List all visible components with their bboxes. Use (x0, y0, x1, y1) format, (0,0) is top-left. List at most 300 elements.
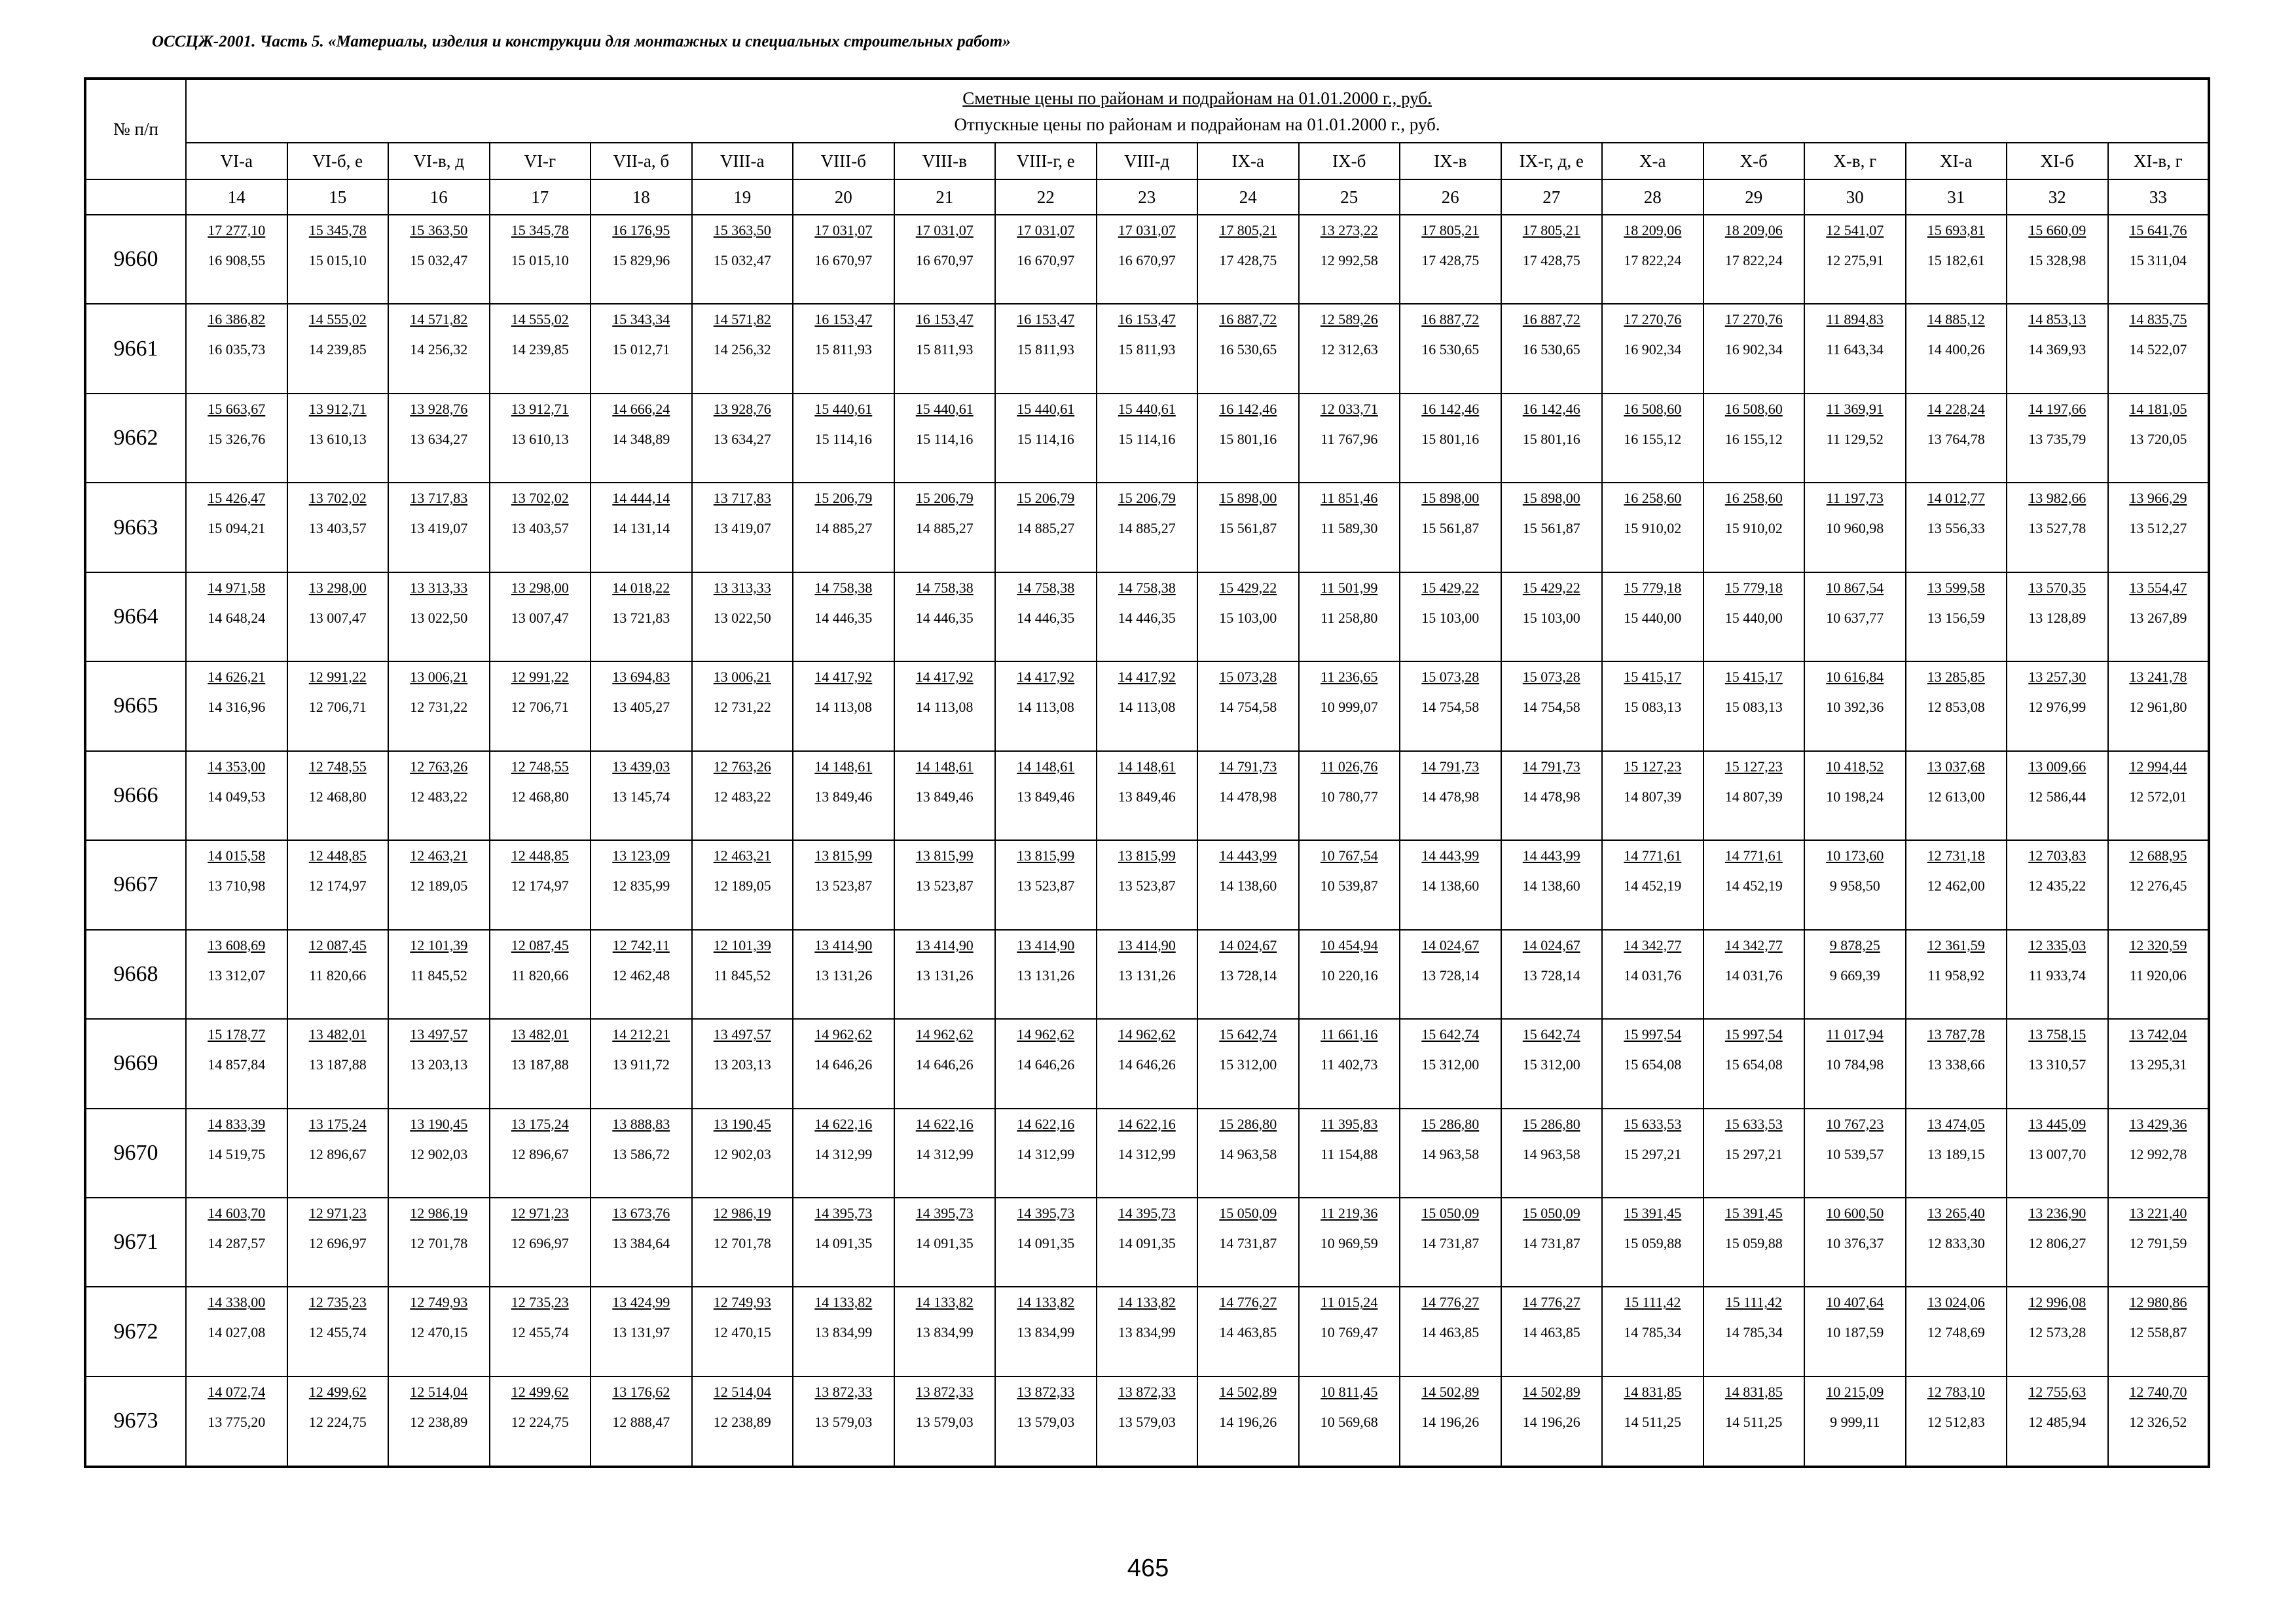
price-cell (1299, 394, 1400, 483)
release-price: 14 731,87 (1219, 1234, 1277, 1251)
price-cell (1097, 1198, 1198, 1287)
estimated-price: 12 763,26 (713, 758, 771, 775)
price-cell (1804, 215, 1906, 304)
release-price: 14 731,87 (1421, 1234, 1480, 1251)
price-cell (692, 661, 793, 750)
release-price: 14 963,58 (1219, 1145, 1277, 1162)
estimated-price: 12 463,21 (713, 847, 771, 864)
price-cell (1400, 1198, 1501, 1287)
estimated-price: 16 176,95 (612, 222, 670, 238)
price-cell (1400, 1376, 1501, 1467)
release-price: 13 403,57 (308, 520, 367, 537)
price-cell (591, 661, 692, 750)
estimated-price: 12 448,85 (511, 847, 569, 864)
estimated-price: 15 633,53 (1624, 1115, 1682, 1132)
release-price: 12 701,78 (713, 1234, 771, 1251)
estimated-price: 13 313,33 (713, 579, 771, 596)
estimated-price: 16 258,60 (1724, 490, 1783, 507)
estimated-price: 14 024,67 (1421, 936, 1480, 953)
price-cell (1097, 1019, 1198, 1108)
price-cell (287, 1109, 389, 1198)
release-price: 13 131,26 (1017, 967, 1075, 984)
estimated-price: 15 426,47 (208, 490, 266, 507)
release-price: 12 224,75 (308, 1413, 367, 1430)
estimated-price: 13 445,09 (2028, 1115, 2086, 1132)
price-cell (1602, 304, 1704, 393)
estimated-price: 14 758,38 (1118, 579, 1176, 596)
release-price: 12 853,08 (1927, 699, 1985, 716)
estimated-price: 15 206,79 (1017, 490, 1075, 507)
estimated-price: 12 986,19 (713, 1204, 771, 1221)
price-cell (186, 1109, 287, 1198)
estimated-price: 13 414,90 (1017, 936, 1075, 953)
row-number: 9667 (85, 840, 186, 929)
estimated-price: 15 660,09 (2028, 222, 2086, 238)
estimated-price: 14 776,27 (1522, 1294, 1580, 1311)
estimated-price: 17 805,21 (1421, 222, 1480, 238)
estimated-price: 13 175,24 (511, 1115, 569, 1132)
price-cell (793, 1019, 894, 1108)
price-cell (2108, 304, 2210, 393)
estimated-price: 10 454,94 (1320, 936, 1378, 953)
release-price: 14 113,08 (916, 699, 974, 716)
release-price: 12 833,30 (1927, 1234, 1985, 1251)
price-cell (1299, 661, 1400, 750)
price-cell (2007, 394, 2108, 483)
price-cell (1400, 304, 1501, 393)
release-price: 10 220,16 (1320, 967, 1378, 984)
estimated-price: 13 439,03 (612, 758, 670, 775)
price-cell (1197, 1198, 1299, 1287)
release-price: 13 523,87 (814, 877, 873, 895)
estimated-price: 17 270,76 (1724, 311, 1783, 328)
estimated-price: 14 148,61 (915, 758, 974, 775)
estimated-price: 14 626,21 (208, 669, 266, 686)
estimated-price: 13 482,01 (511, 1026, 569, 1043)
release-prices-caption: Отпускные цены по районам и подрайонам на 01.01.2000 г., руб. (954, 114, 1440, 134)
price-cell (1804, 1109, 1906, 1198)
estimated-price: 11 851,46 (1321, 490, 1378, 507)
estimated-price: 14 758,38 (915, 579, 974, 596)
release-price: 12 586,44 (2028, 788, 2086, 805)
estimated-price: 15 642,74 (1421, 1026, 1480, 1043)
price-cell (1400, 751, 1501, 840)
estimated-price: 12 748,55 (511, 758, 569, 775)
estimated-price: 13 717,83 (410, 490, 468, 507)
price-cell (692, 1019, 793, 1108)
release-price: 12 696,97 (308, 1234, 367, 1251)
release-price: 17 822,24 (1624, 252, 1682, 268)
price-cell (2007, 751, 2108, 840)
estimated-price: 13 273,22 (1320, 222, 1378, 238)
price-cell (1804, 930, 1906, 1019)
price-cell (186, 1198, 287, 1287)
release-price: 14 312,99 (915, 1145, 974, 1162)
price-cell (490, 930, 591, 1019)
release-price: 14 239,85 (511, 341, 569, 358)
release-price: 14 316,96 (208, 699, 266, 716)
price-cell (894, 304, 996, 393)
price-cell (2108, 1287, 2210, 1376)
price-cell (692, 215, 793, 304)
estimated-price: 16 153,47 (1017, 311, 1075, 328)
estimated-price: 14 555,02 (308, 311, 367, 328)
estimated-price: 15 050,09 (1421, 1204, 1480, 1221)
price-cell (490, 1019, 591, 1108)
release-price: 13 203,13 (713, 1056, 771, 1073)
price-cell (1299, 572, 1400, 661)
estimated-price: 16 153,47 (915, 311, 974, 328)
estimated-price: 14 771,61 (1724, 847, 1783, 864)
release-price: 15 311,04 (2129, 252, 2187, 268)
estimated-price: 12 748,55 (308, 758, 367, 775)
estimated-price: 13 424,99 (612, 1294, 670, 1311)
price-cell (1097, 215, 1198, 304)
release-price: 16 530,65 (1219, 341, 1277, 358)
price-cell (1400, 1109, 1501, 1198)
release-price: 16 670,97 (915, 252, 974, 268)
price-cell (1097, 1376, 1198, 1467)
price-cell (1602, 483, 1704, 572)
price-cell (1804, 483, 1906, 572)
estimated-price: 15 343,34 (612, 311, 670, 328)
price-cell (1400, 1287, 1501, 1376)
release-price: 17 428,75 (1219, 252, 1277, 268)
estimated-price: 15 440,61 (814, 400, 873, 417)
release-price: 13 527,78 (2028, 520, 2086, 537)
estimated-price: 15 286,80 (1421, 1115, 1480, 1132)
estimated-price: 13 241,78 (2129, 669, 2187, 686)
estimated-price: 14 417,92 (814, 669, 873, 686)
price-cell (287, 215, 389, 304)
table-row (85, 661, 2209, 750)
estimated-price: 13 717,83 (713, 490, 771, 507)
release-price: 13 728,14 (1421, 967, 1480, 984)
release-price: 15 094,21 (208, 520, 266, 537)
price-cell (1097, 840, 1198, 929)
estimated-price: 14 962,62 (1118, 1026, 1176, 1043)
estimated-price: 14 758,38 (1017, 579, 1075, 596)
release-price: 14 646,26 (1118, 1056, 1176, 1073)
release-price: 15 811,93 (1017, 341, 1074, 358)
estimated-price: 11 894,83 (1826, 311, 1884, 328)
price-cell (894, 930, 996, 1019)
price-cell (1197, 840, 1299, 929)
table-row (85, 751, 2209, 840)
release-price: 12 896,67 (308, 1145, 367, 1162)
release-price: 14 113,08 (1017, 699, 1074, 716)
estimated-price: 12 589,26 (1320, 311, 1378, 328)
price-cell (1906, 483, 2007, 572)
row-number: 9670 (85, 1109, 186, 1198)
price-cell (1704, 1376, 1805, 1467)
release-price: 14 807,39 (1624, 788, 1682, 805)
row-number: 9672 (85, 1287, 186, 1376)
release-price: 14 138,60 (1219, 877, 1277, 895)
release-price: 12 312,63 (1320, 341, 1378, 358)
release-price: 13 579,03 (814, 1413, 873, 1430)
estimated-price: 10 407,64 (1826, 1294, 1884, 1311)
price-cell (1704, 483, 1805, 572)
price-cell (591, 840, 692, 929)
release-price: 14 478,98 (1219, 788, 1277, 805)
price-cell (1197, 304, 1299, 393)
price-cell (287, 930, 389, 1019)
estimated-price: 13 429,36 (2129, 1115, 2187, 1132)
release-price: 13 145,74 (612, 788, 670, 805)
price-cell (490, 751, 591, 840)
release-price: 9 958,50 (1829, 877, 1880, 895)
release-price: 13 523,87 (1118, 877, 1176, 895)
estimated-price: 14 133,82 (814, 1294, 873, 1311)
estimated-price: 10 418,52 (1826, 758, 1884, 775)
column-number: 20 (793, 179, 894, 215)
price-cell (1804, 1198, 1906, 1287)
price-cell (490, 661, 591, 750)
release-price: 14 312,99 (1017, 1145, 1075, 1162)
price-cell (1400, 1019, 1501, 1108)
estimated-price: 13 872,33 (1118, 1383, 1176, 1400)
estimated-price: 15 997,54 (1724, 1026, 1783, 1043)
estimated-price: 14 853,13 (2028, 311, 2086, 328)
price-cell (1097, 661, 1198, 750)
estimated-price: 15 440,61 (1017, 400, 1075, 417)
price-cell (1097, 751, 1198, 840)
price-cell (793, 930, 894, 1019)
price-cell (1197, 483, 1299, 572)
release-price: 14 369,93 (2028, 341, 2086, 358)
release-price: 12 189,05 (713, 877, 771, 895)
page-number: 465 (1127, 1555, 1169, 1582)
release-price: 10 392,36 (1826, 699, 1884, 716)
price-cell (1704, 1287, 1805, 1376)
release-price: 12 748,69 (1927, 1324, 1985, 1341)
estimated-price: 15 111,42 (1725, 1294, 1782, 1311)
release-price: 13 312,07 (208, 967, 266, 984)
price-cell (1299, 215, 1400, 304)
price-cell (388, 1287, 490, 1376)
price-cell (1097, 483, 1198, 572)
price-cell (2108, 1376, 2210, 1467)
release-price: 12 485,94 (2028, 1413, 2086, 1430)
table-row (85, 1019, 2209, 1108)
release-price: 15 654,08 (1624, 1056, 1682, 1073)
price-cell (995, 1287, 1097, 1376)
estimated-price: 10 767,54 (1320, 847, 1378, 864)
price-cell (995, 394, 1097, 483)
estimated-price: 13 190,45 (713, 1115, 771, 1132)
price-cell (1501, 1287, 1603, 1376)
price-cell (1704, 215, 1805, 304)
release-price: 11 129,52 (1826, 430, 1884, 447)
estimated-price: 15 642,74 (1522, 1026, 1580, 1043)
release-price: 14 646,26 (1017, 1056, 1075, 1073)
release-price: 13 022,50 (713, 609, 771, 626)
release-price: 13 834,99 (1017, 1324, 1075, 1341)
estimated-price: 12 499,62 (308, 1383, 367, 1400)
estimated-price: 15 073,28 (1421, 669, 1480, 686)
column-number: 15 (287, 179, 389, 215)
header-row-caption (85, 79, 2209, 143)
release-price: 14 731,87 (1522, 1234, 1580, 1251)
district-header: IX-а (1197, 143, 1299, 179)
district-header: XI-в, г (2108, 143, 2210, 179)
release-price: 12 238,89 (713, 1413, 771, 1430)
estimated-price: 17 805,21 (1219, 222, 1277, 238)
estimated-price: 12 514,04 (713, 1383, 771, 1400)
estimated-price: 15 073,28 (1219, 669, 1277, 686)
estimated-price: 14 133,82 (915, 1294, 974, 1311)
price-cell (287, 1019, 389, 1108)
price-cell (692, 572, 793, 661)
estimated-price: 15 127,23 (1624, 758, 1682, 775)
estimated-price: 14 831,85 (1624, 1383, 1682, 1400)
price-cell (2007, 304, 2108, 393)
release-price: 14 452,19 (1724, 877, 1783, 895)
estimated-price: 14 444,14 (612, 490, 670, 507)
estimated-price: 13 742,04 (2129, 1026, 2187, 1043)
price-cell (1804, 304, 1906, 393)
release-price: 15 103,00 (1522, 609, 1580, 626)
estimated-price: 13 966,29 (2129, 490, 2187, 507)
release-price: 12 558,87 (2129, 1324, 2187, 1341)
estimated-price: 14 502,89 (1522, 1383, 1580, 1400)
row-number: 9665 (85, 661, 186, 750)
release-price: 14 807,39 (1724, 788, 1783, 805)
price-cell (490, 215, 591, 304)
estimated-price: 13 257,30 (2028, 669, 2086, 686)
estimated-price: 14 148,61 (1017, 758, 1075, 775)
release-price: 14 239,85 (308, 341, 367, 358)
estimated-price: 17 277,10 (208, 222, 266, 238)
release-price: 14 463,85 (1522, 1324, 1580, 1341)
release-price: 15 910,02 (1724, 520, 1783, 537)
price-cell (894, 572, 996, 661)
estimated-price: 13 497,57 (410, 1026, 468, 1043)
release-price: 15 032,47 (410, 252, 468, 268)
estimated-price: 12 994,44 (2129, 758, 2187, 775)
estimated-price: 14 395,73 (814, 1204, 873, 1221)
column-number: 22 (995, 179, 1097, 215)
district-header: VIII-а (692, 143, 793, 179)
estimated-price: 11 219,36 (1321, 1204, 1378, 1221)
price-cell (1501, 930, 1603, 1019)
price-cell (793, 1376, 894, 1467)
price-cell (2007, 215, 2108, 304)
price-cell (186, 840, 287, 929)
estimated-price: 13 982,66 (2028, 490, 2086, 507)
estimated-price: 13 482,01 (308, 1026, 367, 1043)
estimated-price: 13 928,76 (713, 400, 771, 417)
release-price: 16 530,65 (1421, 341, 1480, 358)
release-price: 14 754,58 (1421, 699, 1480, 716)
release-price: 12 468,80 (511, 788, 569, 805)
estimated-price: 14 603,70 (208, 1204, 266, 1221)
release-price: 10 960,98 (1826, 520, 1884, 537)
estimated-price: 12 087,45 (511, 936, 569, 953)
estimated-price: 14 791,73 (1421, 758, 1480, 775)
price-cell (2108, 751, 2210, 840)
estimated-price: 13 497,57 (713, 1026, 771, 1043)
price-cell (2108, 930, 2210, 1019)
price-cell (287, 751, 389, 840)
estimated-price: 14 133,82 (1118, 1294, 1176, 1311)
estimated-price: 12 731,18 (1927, 847, 1985, 864)
estimated-price: 15 415,17 (1624, 669, 1682, 686)
estimated-price: 10 767,23 (1826, 1115, 1884, 1132)
release-price: 11 920,06 (2129, 967, 2187, 984)
release-price: 12 326,52 (2129, 1413, 2187, 1430)
row-number: 9662 (85, 394, 186, 483)
estimated-price: 13 123,09 (612, 847, 670, 864)
release-price: 14 138,60 (1522, 877, 1580, 895)
price-cell (1197, 930, 1299, 1019)
price-table (84, 77, 2210, 1468)
estimated-price: 15 345,78 (308, 222, 367, 238)
release-price: 14 785,34 (1624, 1324, 1682, 1341)
price-cell (591, 1376, 692, 1467)
release-price: 12 992,78 (2129, 1145, 2187, 1162)
column-number-blank (85, 179, 186, 215)
estimated-price: 14 024,67 (1219, 936, 1277, 953)
price-cell (1299, 483, 1400, 572)
release-price: 16 908,55 (208, 252, 266, 268)
release-price: 13 710,98 (208, 877, 266, 895)
release-price: 12 992,58 (1320, 252, 1378, 268)
row-number: 9661 (85, 304, 186, 393)
estimated-price: 15 111,42 (1624, 1294, 1681, 1311)
estimated-price: 15 178,77 (208, 1026, 266, 1043)
price-cell (1804, 394, 1906, 483)
estimated-price: 12 033,71 (1320, 400, 1378, 417)
price-cell (287, 304, 389, 393)
estimated-price: 10 173,60 (1826, 847, 1884, 864)
price-cell (1501, 1019, 1603, 1108)
release-price: 15 297,21 (1624, 1145, 1682, 1162)
estimated-price: 14 571,82 (713, 311, 771, 328)
estimated-price: 12 499,62 (511, 1383, 569, 1400)
release-price: 13 156,59 (1927, 609, 1985, 626)
price-cell (894, 1019, 996, 1108)
price-cell (1906, 1109, 2007, 1198)
estimated-price: 15 286,80 (1219, 1115, 1277, 1132)
price-cell (995, 840, 1097, 929)
column-number: 25 (1299, 179, 1400, 215)
estimated-price: 14 197,66 (2028, 400, 2086, 417)
price-cell (1299, 1198, 1400, 1287)
release-price: 16 902,34 (1624, 341, 1682, 358)
release-price: 14 463,85 (1421, 1324, 1480, 1341)
release-price: 14 478,98 (1522, 788, 1580, 805)
estimated-price: 14 181,05 (2129, 400, 2187, 417)
price-cell (287, 1198, 389, 1287)
estimated-price: 15 363,50 (713, 222, 771, 238)
release-price: 15 015,10 (308, 252, 367, 268)
estimated-price: 10 811,45 (1321, 1383, 1378, 1400)
estimated-price: 14 502,89 (1421, 1383, 1480, 1400)
price-cell (2108, 572, 2210, 661)
release-price: 15 328,98 (2028, 252, 2086, 268)
estimated-price: 13 298,00 (308, 579, 367, 596)
estimated-price: 12 980,86 (2129, 1294, 2187, 1311)
price-cell (2007, 1019, 2108, 1108)
release-price: 14 196,26 (1219, 1413, 1277, 1430)
release-price: 13 764,78 (1927, 430, 1985, 447)
release-price: 14 312,99 (814, 1145, 873, 1162)
price-cell (287, 394, 389, 483)
price-cell (1602, 1109, 1704, 1198)
release-price: 15 103,00 (1421, 609, 1480, 626)
